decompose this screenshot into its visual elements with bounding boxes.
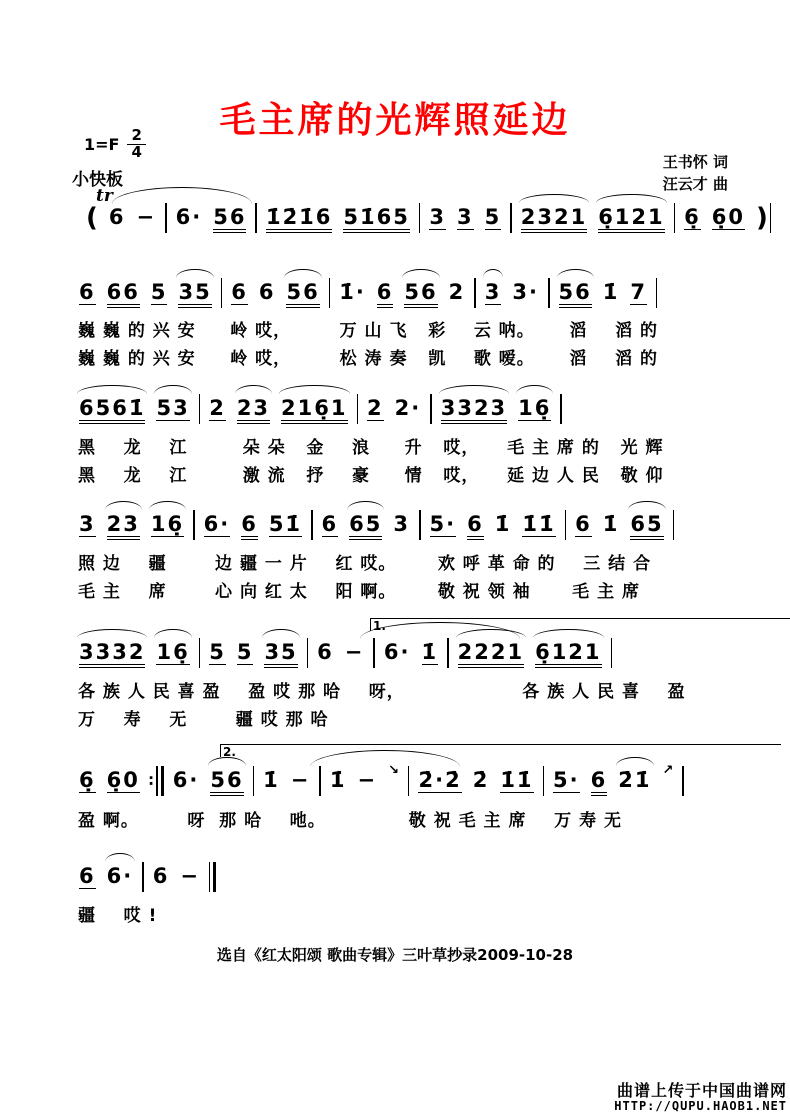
note-group: 23	[236, 396, 271, 420]
repeat-bar-line: ∶	[149, 766, 164, 796]
note-group: 65	[349, 512, 383, 536]
note-group: 65	[630, 512, 664, 536]
note-group: 6	[467, 512, 484, 536]
note-group: 1̇	[602, 280, 620, 304]
music-line	[70, 864, 216, 892]
note-group: 6561̇	[79, 396, 146, 420]
measure	[200, 640, 306, 665]
measure	[358, 396, 430, 421]
note-group: 6	[317, 640, 334, 664]
note-group: 1̇	[421, 640, 439, 664]
note-group: 56	[210, 768, 244, 792]
time-signature	[127, 128, 145, 161]
measure	[550, 280, 656, 305]
note-group: 35	[178, 280, 212, 304]
note-group: 6	[258, 280, 276, 304]
note-group: 3	[484, 280, 502, 304]
measure	[675, 205, 754, 230]
volta-label: 1.	[373, 619, 386, 633]
measure	[70, 640, 199, 665]
note-group: 51̇	[268, 512, 303, 536]
note-group: −	[180, 864, 200, 888]
lyricist-credit: 王书怀 词	[662, 153, 728, 171]
bar-line	[560, 394, 562, 424]
note-group: 1̇2̇1̇6	[265, 205, 333, 229]
note-group: 6	[152, 864, 170, 888]
volta-bracket	[220, 744, 781, 757]
note-group: 5·	[429, 512, 457, 536]
note-group: −	[290, 768, 311, 792]
final-bar-line	[209, 862, 217, 892]
measure	[167, 205, 256, 230]
meter-denominator: 4	[131, 142, 142, 161]
measure	[70, 768, 149, 793]
note-group: 2	[209, 396, 226, 420]
watermark-site-name: 曲谱上传于中国曲谱网	[616, 1081, 787, 1100]
bar-line	[770, 203, 772, 233]
music-line	[84, 205, 771, 233]
note-group: 5	[209, 640, 226, 664]
bar-line	[682, 766, 684, 796]
watermark	[614, 1082, 787, 1114]
note-group: 6·	[106, 864, 134, 888]
note-group: 3·	[512, 280, 539, 304]
music-line	[70, 745, 684, 796]
note-group: 66	[106, 280, 140, 304]
trill-marking: tr	[96, 186, 113, 206]
note-group: 5	[484, 205, 502, 229]
slide-mark: ↘	[388, 763, 399, 778]
measure	[200, 396, 356, 421]
note-group: 6·	[172, 768, 200, 792]
measure	[100, 205, 165, 229]
note-group: 56	[404, 280, 438, 304]
note-group: 6·	[383, 640, 411, 664]
measure	[409, 768, 542, 793]
note-group: 6	[79, 280, 96, 304]
note-group: 3	[429, 205, 446, 229]
note-group: 1̇·	[339, 280, 366, 304]
note-group: 16̣	[150, 512, 185, 536]
composer-credit: 汪云才 曲	[662, 174, 728, 193]
lyric-row: 黑 龙 江 激 流 抒 豪 情 哎， 延 边 人 民 敬 仰	[78, 466, 664, 486]
note-group: 16̣	[518, 396, 552, 420]
note-group: 6̣121	[535, 640, 602, 664]
lyric-row: 各 族 人 民 喜 盈 盈 哎 那 哈 呀， 各 族 人 民 喜 盈	[78, 682, 686, 702]
lyric-row: 万 寿 无 疆 哎 那 哈	[78, 710, 329, 730]
note-group: 6̣121	[598, 205, 665, 229]
note-group: 6	[376, 280, 394, 304]
measure	[544, 763, 682, 793]
note-group: 56	[286, 280, 320, 304]
source-note: 选自《红太阳颂 歌曲专辑》三叶草抄录2009-10-28	[216, 946, 574, 964]
measure	[222, 280, 328, 305]
note-group: 2·	[394, 396, 422, 420]
note-group: 6	[231, 280, 248, 304]
open-paren: (	[86, 203, 98, 233]
note-group: 2	[367, 396, 384, 420]
note-group: 51̇65	[343, 205, 410, 229]
measure	[195, 512, 311, 537]
note-group: 2221	[457, 640, 525, 664]
note-group: 6	[575, 512, 592, 536]
note-group: 5·	[553, 768, 580, 792]
lyric-row: 巍 巍 的 兴 安 岭 哎， 万 山 飞 彩 云 呐。 滔 滔 的	[78, 321, 658, 341]
note-group: 1̇	[602, 512, 620, 536]
note-group: 1̇	[263, 768, 280, 792]
close-paren: )	[756, 203, 768, 233]
measure	[421, 512, 565, 537]
note-group: 6	[79, 864, 96, 888]
measure	[566, 512, 672, 537]
note-group: 1̇1̇	[500, 768, 534, 792]
tempo-marking: 小快板	[72, 170, 123, 190]
watermark-url: HTTP://QUPU.HAOB1.NET	[614, 1099, 787, 1114]
note-group: −	[344, 640, 365, 664]
music-line	[70, 512, 674, 540]
volta-bracket	[370, 618, 790, 631]
key-label: 1=F	[84, 134, 120, 154]
bar-line	[656, 278, 658, 308]
measure	[70, 864, 142, 889]
note-group: 3	[393, 512, 411, 536]
measure	[254, 768, 319, 792]
note-group: 6̣0	[106, 768, 140, 792]
note-group: 2̇·2̇	[418, 768, 462, 792]
note-group: 56	[213, 205, 247, 229]
note-group: 1̇	[329, 768, 347, 792]
measure	[313, 512, 419, 537]
measure	[144, 864, 209, 888]
measure	[375, 640, 447, 665]
note-group: 1̇1̇	[522, 512, 556, 536]
measure	[476, 280, 548, 305]
measure	[308, 640, 373, 664]
note-group: 6̣	[684, 205, 701, 229]
key-signature	[84, 128, 146, 161]
music-line	[70, 280, 657, 308]
note-group: 6·	[203, 512, 231, 536]
note-group: 2	[448, 280, 466, 304]
note-group: 3	[456, 205, 474, 229]
volta-label: 2.	[223, 745, 236, 759]
note-group: 6̣	[79, 768, 96, 792]
note-group: 56	[558, 280, 592, 304]
lyric-row: 盈 啊。 呀 那 哈 吔。 敬 祝 毛 主 席 万 寿 无	[78, 811, 622, 831]
note-group: 216̣1	[281, 396, 348, 420]
song-title: 毛主席的光辉照延边	[219, 100, 571, 141]
note-group: 2̇	[472, 768, 490, 792]
note-group: 6	[321, 512, 339, 536]
note-group: 6·	[175, 205, 203, 229]
lyric-row: 毛 主 席 心 向 红 太 阳 啊。 敬 祝 领 袖 毛 主 席	[78, 582, 640, 602]
bar-line	[611, 638, 613, 668]
lyric-row: 黑 龙 江 朵 朵 金 浪 升 哎， 毛 主 席 的 光 辉	[78, 438, 664, 458]
note-group: 7	[630, 280, 647, 304]
note-group: 3323	[440, 396, 508, 420]
lyric-row: 疆 哎 !	[78, 906, 158, 926]
note-group: 6	[241, 512, 258, 536]
note-group: 35	[264, 640, 298, 664]
note-group: 3332	[79, 640, 146, 664]
music-line	[70, 619, 612, 668]
note-group: −	[136, 205, 157, 229]
bar-line	[673, 510, 675, 540]
note-group: 2̇1̇	[618, 768, 652, 792]
measure	[420, 205, 510, 230]
slur-arc	[112, 187, 252, 204]
measure	[70, 280, 221, 305]
note-group: 1̇	[494, 512, 512, 536]
note-group: 5	[150, 280, 168, 304]
measure	[257, 205, 419, 230]
meter-numerator: 2	[127, 128, 145, 145]
measure	[449, 640, 611, 665]
note-group: 16̣	[156, 640, 190, 664]
measure	[330, 280, 474, 305]
measure	[70, 512, 193, 537]
measure	[321, 763, 408, 792]
note-group: 23	[106, 512, 140, 536]
note-group: 6̣0	[711, 205, 745, 229]
lyric-row: 巍 巍 的 兴 安 岭 哎， 松 涛 奏 凯 歌 嗳。 滔 滔 的	[78, 349, 658, 369]
measure	[512, 205, 674, 230]
note-group: −	[357, 768, 378, 792]
credits	[663, 152, 728, 196]
note-group: 53	[156, 396, 190, 420]
note-group: 2321	[520, 205, 588, 229]
note-group: 5	[236, 640, 254, 664]
note-group: 6	[108, 205, 126, 229]
note-group: 3	[79, 512, 96, 536]
note-group: 6	[590, 768, 608, 792]
measure	[164, 768, 253, 793]
measure	[432, 396, 561, 421]
lyric-row: 照 边 疆 边 疆 一 片 红 哎。 欢 呼 革 命 的 三 结 合	[78, 554, 652, 574]
music-line	[70, 396, 562, 424]
measure	[70, 396, 199, 421]
slide-mark: ↗	[662, 763, 674, 778]
